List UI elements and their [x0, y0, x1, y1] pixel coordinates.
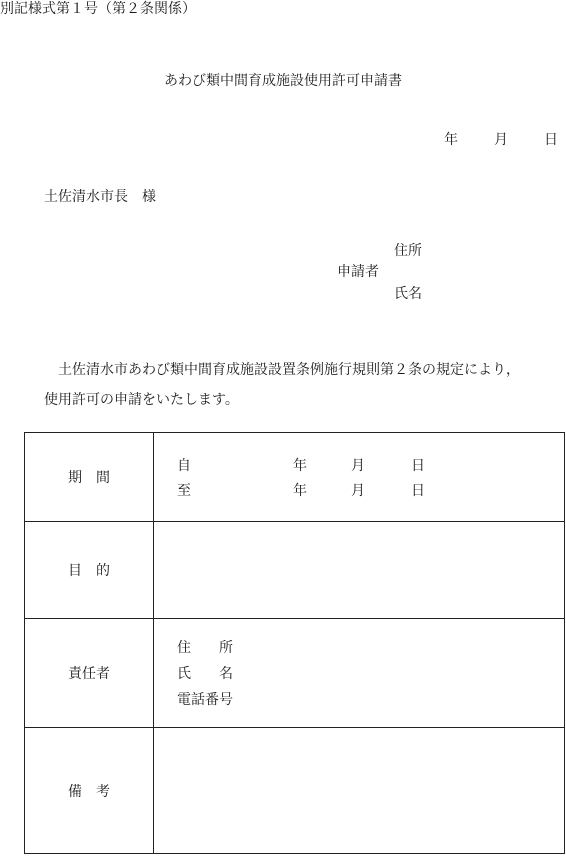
purpose-label: 目 的: [25, 522, 154, 619]
date-year-label: 年: [444, 132, 458, 148]
applicant-address-label: 住所: [394, 243, 422, 259]
remarks-label: 備 考: [25, 728, 154, 854]
responsible-row: [25, 619, 565, 728]
responsible-phone-label: 電話番号: [177, 692, 233, 708]
period-field[interactable]: [154, 433, 565, 522]
responsible-field[interactable]: [154, 619, 565, 728]
responsible-name-label: 氏 名: [177, 666, 233, 682]
form-label: 別記様式第１号（第２条関係）: [0, 1, 196, 17]
period-label: 期 間: [25, 433, 154, 522]
period-from-day: 日: [411, 457, 425, 474]
purpose-field[interactable]: [154, 522, 565, 619]
period-from-line: [177, 452, 563, 477]
period-to-line: [177, 477, 563, 502]
statement-line-1: 土佐清水市あわび類中間育成施設設置条例施行規則第２条の規定により，: [58, 362, 520, 378]
statement-line-2: 使用許可の申請をいたします。: [44, 392, 239, 408]
date-day-label: 日: [544, 132, 558, 148]
period-row: [25, 433, 565, 522]
period-to-year: 年: [293, 482, 307, 499]
period-to-label: 至: [177, 482, 191, 499]
period-to-day: 日: [411, 482, 425, 499]
period-from-label: 自: [177, 457, 191, 474]
date-month-label: 月: [494, 132, 508, 148]
applicant-label: 申請者: [337, 264, 379, 280]
responsible-label: 責任者: [25, 619, 154, 728]
period-from-year: 年: [293, 457, 307, 474]
remarks-row: [25, 728, 565, 854]
addressee: 土佐清水市長 様: [44, 189, 156, 205]
period-from-month: 月: [351, 457, 365, 474]
application-form-table: [24, 432, 565, 854]
applicant-name-label: 氏名: [394, 286, 422, 302]
period-to-month: 月: [351, 482, 365, 499]
responsible-address-label: 住 所: [177, 640, 233, 656]
application-statement: [44, 355, 559, 415]
purpose-row: [25, 522, 565, 619]
document-title: あわび類中間育成施設使用許可申請書: [164, 73, 402, 89]
date-line: [444, 133, 558, 147]
remarks-field[interactable]: [154, 728, 565, 854]
